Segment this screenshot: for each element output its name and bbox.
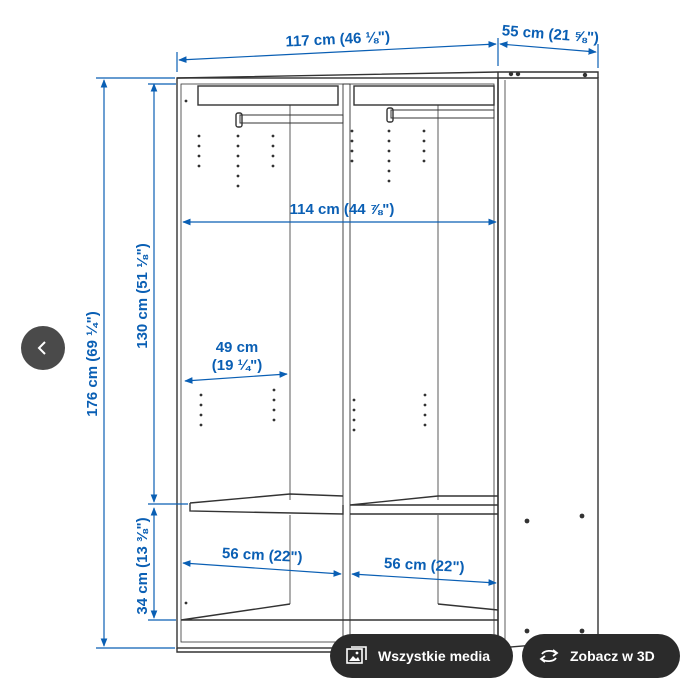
image-gallery-icon <box>346 646 368 666</box>
previous-image-button[interactable] <box>21 326 65 370</box>
rotate-3d-icon <box>538 648 560 664</box>
dim-bottom-height: 34 cm (13 ⅜") <box>134 517 151 615</box>
dim-width-total: 117 cm (46 ⅛") <box>285 28 391 51</box>
dim-height-total: 176 cm (69 ¼") <box>84 311 101 417</box>
dim-depth: 55 cm (21 ⅝") <box>501 22 600 47</box>
dim-depth-inner-in: (19 ¼") <box>211 357 263 374</box>
view-3d-label: Zobacz w 3D <box>570 648 655 664</box>
chevron-left-icon <box>35 340 51 356</box>
dim-shelf-left: 56 cm (22") <box>221 544 303 567</box>
dimension-lines <box>96 38 598 648</box>
all-media-button[interactable] <box>330 634 513 678</box>
view-3d-button[interactable] <box>522 634 680 678</box>
dim-hanging-height: 130 cm (51 ⅛") <box>134 243 151 349</box>
dim-depth-inner-cm: 49 cm <box>215 339 259 356</box>
dim-shelf-right: 56 cm (22") <box>383 554 465 577</box>
dim-inner-width: 114 cm (44 ⅞") <box>289 201 395 218</box>
all-media-label: Wszystkie media <box>378 648 491 664</box>
